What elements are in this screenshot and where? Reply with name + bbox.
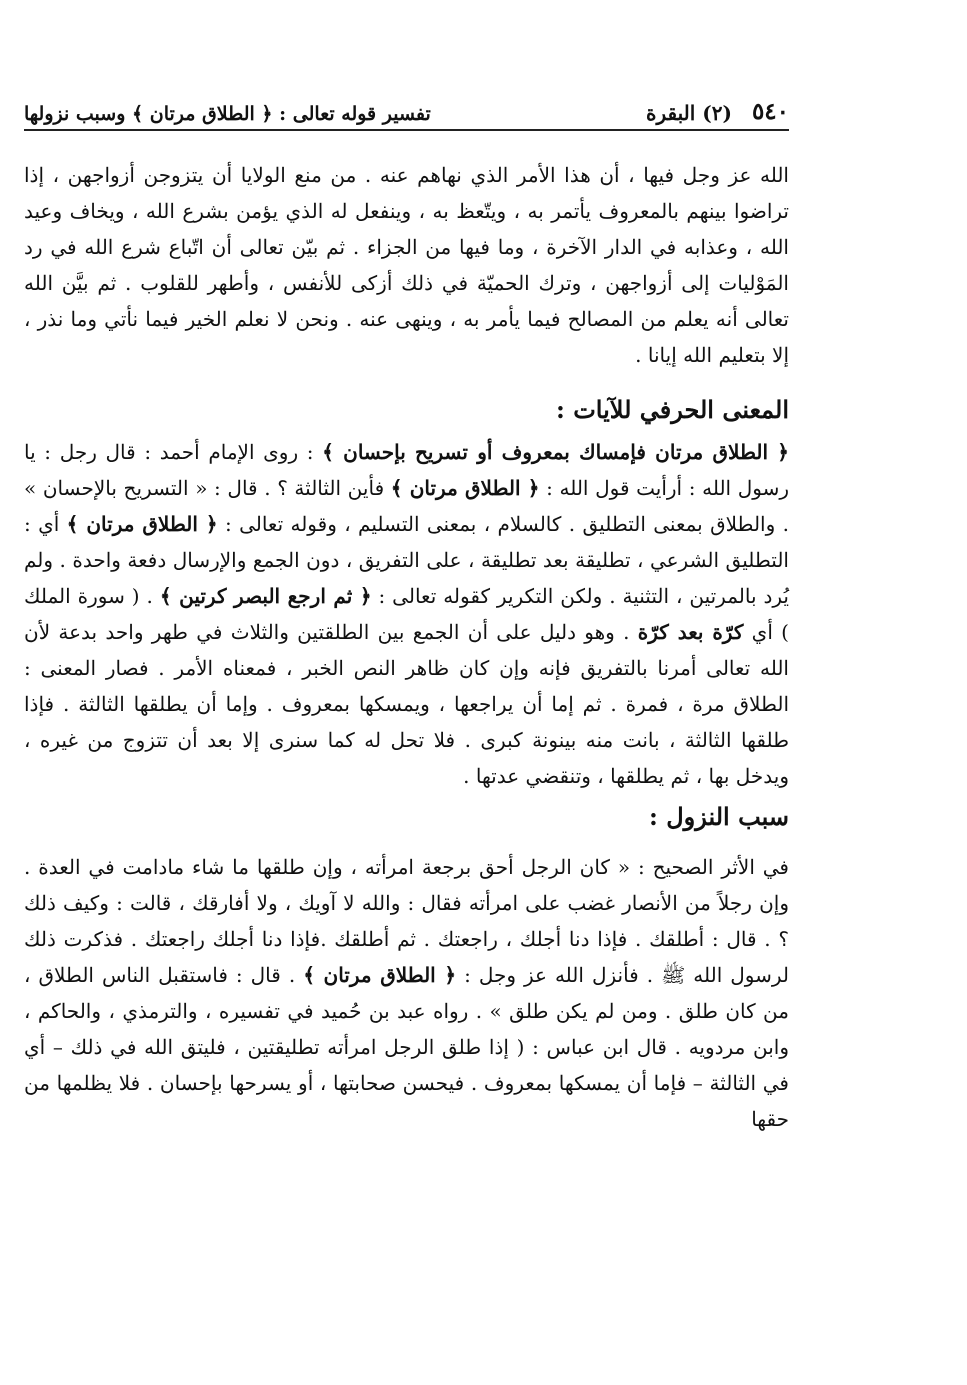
text-run: . وهو دليل على أن الجمع بين الطلقتين والثلاث في طهر واحد بدعة لأن الله تعالى أمرنا بالتفريق فإنه وإن كان ظاهر النص الخبر ، فمعناه الأمر . فصار المعنى : الطلاق مرة ، فمرة . ثم إما أن يراجعها ، ويمسكها بمعروف . وإما أن يطلقها الثالثة . فإذا طلقها الثالثة ، بانت منه بينونة كبرى . فلا تحل له كما سنرى إلا بعد أن تتزوج من غيره ، ويدخل بها ، ثم يطلقها ، وتنقضي عدتها . bbox=[24, 620, 789, 788]
section-heading-cause-of-revelation: سبب النزول : bbox=[649, 802, 789, 831]
paragraph bbox=[24, 849, 789, 1137]
text-run: : روى الإمام أحمد : قال رجل : يا رسول الله : أرأيت قول الله : bbox=[24, 440, 789, 500]
text-run: في الأثر الصحيح : « كان الرجل أحق برجعة امرأته ، وإن طلقها ما شاء مادامت في العدة . وإن رجلاً من الأنصار غضب على امرأته فقال : والله لا آويك ، ولا أفارقك ، قالت : وكيف ذلك ؟ . قال : أطلقك . فإذا دنا أجلك ، راجعتك . ثم أطلقك .فإذا دنا أجلك راجعتك . فذكرت ذلك لرسول الله ﷺ . فأنزل الله عز وجل : bbox=[24, 855, 790, 987]
text-run: . ( سورة الملك ) أي bbox=[24, 584, 789, 644]
text-run: فأين الثالثة ؟ . قال : « التسريح بالإحسان » . والطلاق بمعنى التطليق . كالسلام ، بمعنى التسليم ، وقوله تعالى : bbox=[24, 476, 789, 536]
book-page bbox=[24, 0, 789, 1385]
page-body bbox=[24, 157, 789, 1137]
text-run: أي : التطليق الشرعي ، تطليقة بعد تطليقة ، على التفريق ، دون الجمع والإرسال دفعة واحدة . ولم يُرد بالمرتين ، التثنية . ولكن التكرير كقوله تعالى : bbox=[24, 512, 789, 608]
page-header bbox=[24, 85, 789, 125]
emphasis: كرّة بعد كرّة bbox=[637, 620, 744, 644]
quran-verse: ﴿ الطلاق مرتان ﴾ bbox=[66, 512, 218, 536]
page-number: ٥٤٠ bbox=[751, 98, 789, 125]
paragraph: الله عز وجل فيها ، أن هذا الأمر الذي نهاهم عنه . من منع الولايا أن يتزوجن أزواجهن ، إذا تراضوا بينهم بالمعروف يأتمر به ، ويتّعظ به ، وينفعل له الذي يؤمن بشرع الله ، ويخاف وعيد الله ، وعذابه في الدار الآخرة ، وما فيها من الجزاء . ثم بيّن تعالى أن اتّباع شرع الله في رد المَوْليات إلى أزواجهن ، وترك الحميّة في ذلك أزكى للأنفس ، وأطهر للقلوب . ثم بيَّن الله تعالى أنه يعلم من المصالح فيما يأمر به ، وينهى عنه . ونحن لا نعلم الخير فيما نأتي وما نذر ، إلا بتعليم الله إيانا . bbox=[24, 163, 789, 367]
quran-verse: ﴿ ثم ارجع البصر كرتين ﴾ bbox=[159, 584, 372, 608]
quran-verse: ﴿ الطلاق مرتان ﴾ bbox=[303, 963, 457, 987]
header-rule bbox=[24, 129, 789, 131]
quran-verse: ﴿ الطلاق مرتان فإمساك بمعروف أو تسريح بإحسان ﴾ bbox=[322, 440, 789, 464]
quran-verse: ﴿ الطلاق مرتان ﴾ bbox=[390, 476, 540, 500]
text-run: . قال : فاستقبل الناس الطلاق ، من كان طلق . ومن لم يكن طلق » . رواه عبد بن حُميد في تفسيره ، والترمذي ، والحاكم ، وابن مردويه . قال ابن عباس : ( إذا طلق الرجل امرأته تطليقتين ، فليتق الله في ذلك – أي في الثالثة – فإما أن يمسكها بمعروف . فيحسن صحابتها ، أو يسرحها بإحسان . فلا يظلمها من حقها bbox=[24, 963, 789, 1131]
header-right bbox=[646, 98, 789, 125]
section-heading-literal-meaning: المعنى الحرفي للآيات : bbox=[555, 395, 789, 424]
paragraph bbox=[24, 434, 789, 794]
running-title: تفسير قوله تعالى : ﴿ الطلاق مرتان ﴾ وسبب نزولها bbox=[24, 103, 431, 125]
surah-name: (٢) البقرة bbox=[645, 101, 732, 125]
